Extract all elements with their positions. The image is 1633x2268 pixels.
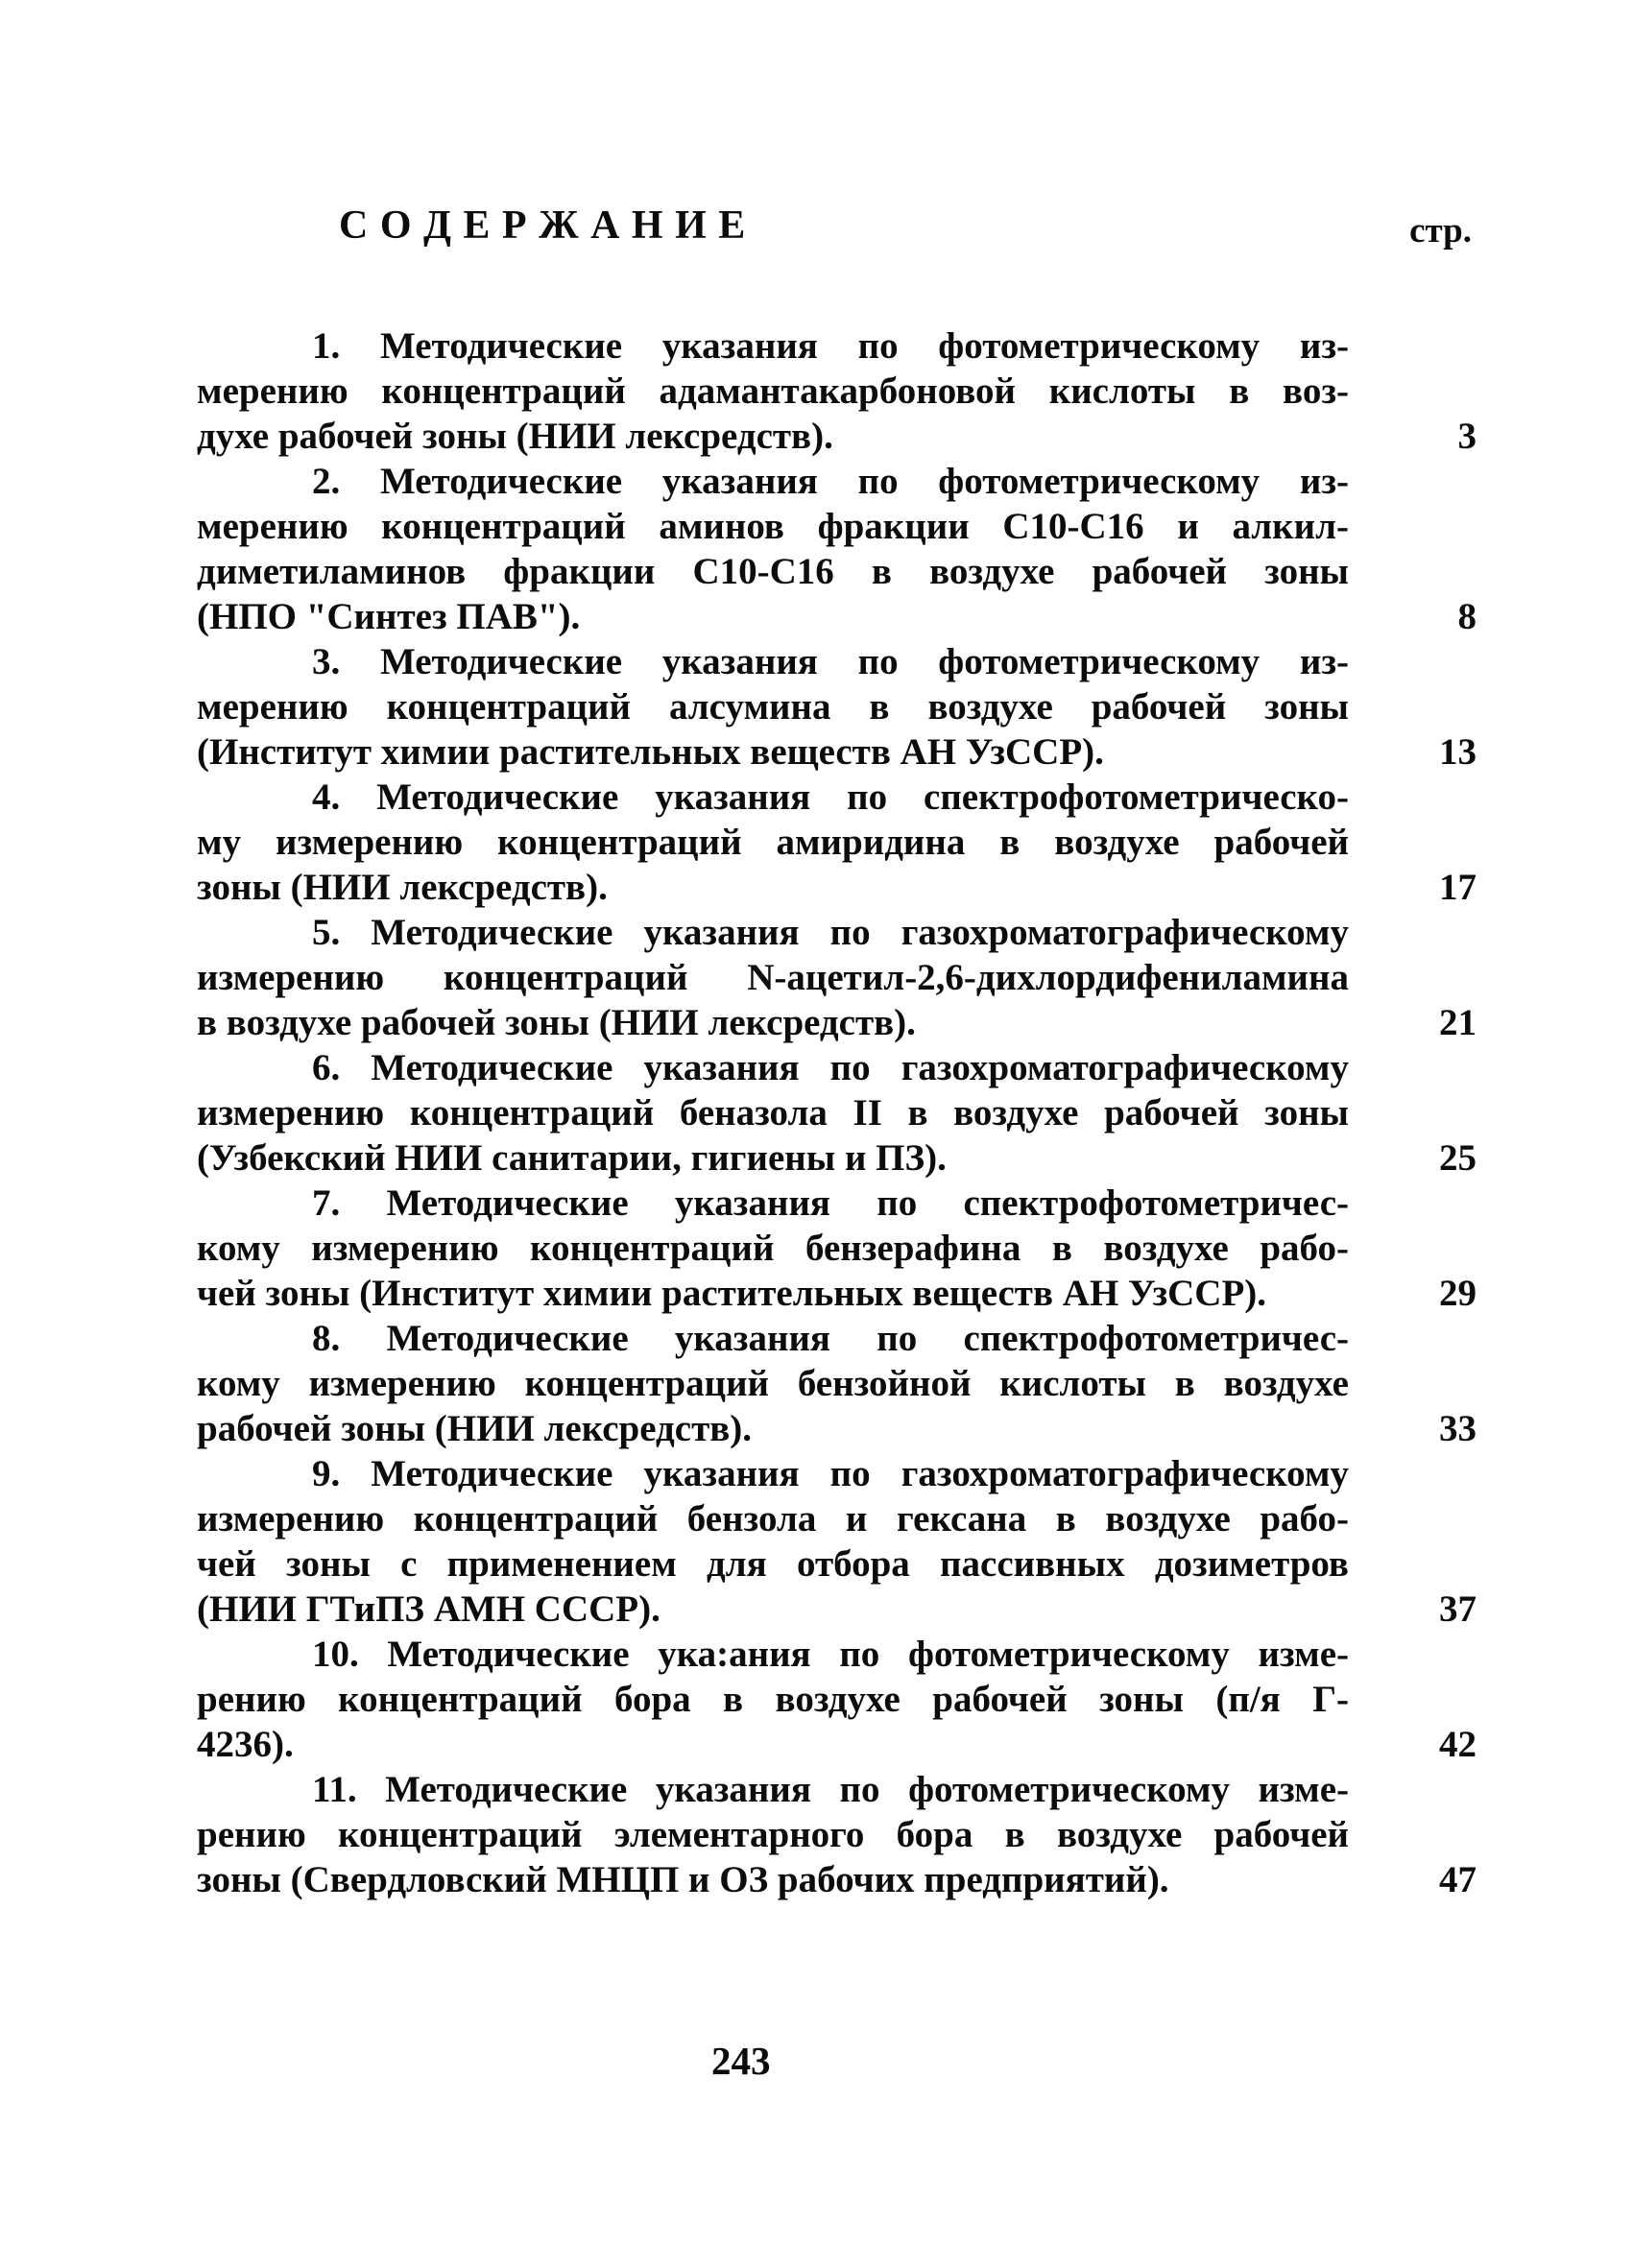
toc-entry-line: диметиламинов фракции С10-С16 в воздухе рабочей зоны — [197, 551, 1349, 592]
toc-entry-line: 7. Методические указания по спектрофотометричес- — [312, 1182, 1349, 1224]
toc-entry-line: кому измерению концентраций бензерафина в воздухе рабо- — [197, 1228, 1349, 1269]
toc-entry — [197, 639, 1477, 775]
toc-entry-page-number: 29 — [1439, 1273, 1477, 1314]
toc-entry-line: 9. Методические указания по газохроматографическому — [312, 1453, 1349, 1494]
toc-entry-line: (НПО "Синтез ПАВ"). — [197, 596, 581, 637]
toc-entry — [197, 1767, 1477, 1902]
toc-entry-page-number: 8 — [1457, 596, 1477, 637]
toc-entry-line: измерению концентраций бензола и гексана в воздухе рабо- — [197, 1498, 1349, 1540]
toc-entry-line: кому измерению концентраций бензойной кислоты в воздухе — [197, 1363, 1349, 1404]
toc-entry-line: рению концентраций бора в воздухе рабочей зоны (п/я Г- — [197, 1679, 1349, 1720]
toc-entry-line: измерению концентраций N-ацетил-2,6-дихлордифениламина — [197, 957, 1349, 998]
toc-entry — [197, 459, 1477, 639]
toc-entry — [197, 910, 1477, 1045]
toc-entry — [197, 1451, 1477, 1632]
toc-entry — [197, 775, 1477, 910]
toc-entry-line: мерению концентраций алсумина в воздухе рабочей зоны — [197, 686, 1349, 728]
toc-entry-page-number: 25 — [1439, 1137, 1477, 1179]
toc-entry-page-number: 47 — [1439, 1859, 1477, 1900]
page-column-label: стр. — [1409, 211, 1472, 251]
toc-entry-line: мерению концентраций аминов фракции С10-С16 и алкил- — [197, 506, 1349, 547]
toc-entry — [197, 1045, 1477, 1181]
toc-entry-line: духе рабочей зоны (НИИ лексредств). — [197, 416, 833, 457]
toc-entry-line: мерению концентраций адамантакарбоновой кислоты в воз- — [197, 370, 1349, 412]
toc-entry-line: му измерению концентраций амиридина в воздухе рабочей — [197, 822, 1349, 863]
toc-entry-page-number: 21 — [1439, 1002, 1477, 1043]
toc-entry — [197, 1316, 1477, 1451]
toc-entry-line: 3. Методические указания по фотометрическому из- — [312, 641, 1349, 682]
toc-entry-line: 11. Методические указания по фотометрическому изме- — [312, 1769, 1349, 1810]
toc-entry-page-number: 42 — [1439, 1724, 1477, 1765]
toc-entry-line: 1. Методические указания по фотометрическому из- — [312, 325, 1349, 367]
toc-entry-line: (НИИ ГТиПЗ АМН СССР). — [197, 1588, 660, 1630]
toc-entry-line: 6. Методические указания по газохроматографическому — [312, 1047, 1349, 1088]
toc-entry-line: зоны (Свердловский МНЦП и ОЗ рабочих предприятий). — [197, 1859, 1169, 1900]
toc-entry-line: (Узбекский НИИ санитарии, гигиены и ПЗ). — [197, 1137, 947, 1179]
toc-entry-line: рабочей зоны (НИИ лексредств). — [197, 1408, 753, 1449]
toc-entry-page-number: 33 — [1439, 1408, 1477, 1449]
toc-entry-line: 4236). — [197, 1724, 294, 1765]
toc-entry-page-number: 13 — [1439, 731, 1477, 773]
toc-entry — [197, 1181, 1477, 1316]
toc-entry-line: чей зоны (Институт химии растительных веществ АН УзССР). — [197, 1273, 1267, 1314]
folio-page-number: 243 — [711, 2039, 771, 2083]
page-title: С О Д Е Р Ж А Н И Е — [339, 203, 747, 248]
toc-list — [197, 323, 1477, 1902]
toc-entry-line: в воздухе рабочей зоны (НИИ лексредств). — [197, 1002, 916, 1043]
toc-entry-line: 2. Методические указания по фотометрическому из- — [312, 461, 1349, 502]
toc-entry-line: измерению концентраций беназола II в воздухе рабочей зоны — [197, 1092, 1349, 1134]
toc-entry-line: 4. Методические указания по спектрофотометрическо- — [312, 776, 1349, 818]
toc-entry-line: 10. Методические ука:ания по фотометрическому изме- — [312, 1634, 1349, 1675]
toc-entry-line: (Институт химии растительных веществ АН УзССР). — [197, 731, 1104, 773]
toc-entry-page-number: 37 — [1439, 1588, 1477, 1630]
toc-entry-line: 5. Методические указания по газохроматографическому — [312, 912, 1349, 953]
toc-entry-page-number: 3 — [1457, 416, 1477, 457]
toc-entry-line: зоны (НИИ лексредств). — [197, 867, 608, 908]
toc-entry-line: чей зоны с применением для отбора пассивных дозиметров — [197, 1543, 1349, 1585]
toc-entry-page-number: 17 — [1439, 867, 1477, 908]
toc-entry — [197, 323, 1477, 459]
toc-entry-line: рению концентраций элементарного бора в воздухе рабочей — [197, 1814, 1349, 1855]
toc-entry — [197, 1632, 1477, 1767]
toc-entry-line: 8. Методические указания по спектрофотометричес- — [312, 1318, 1349, 1359]
